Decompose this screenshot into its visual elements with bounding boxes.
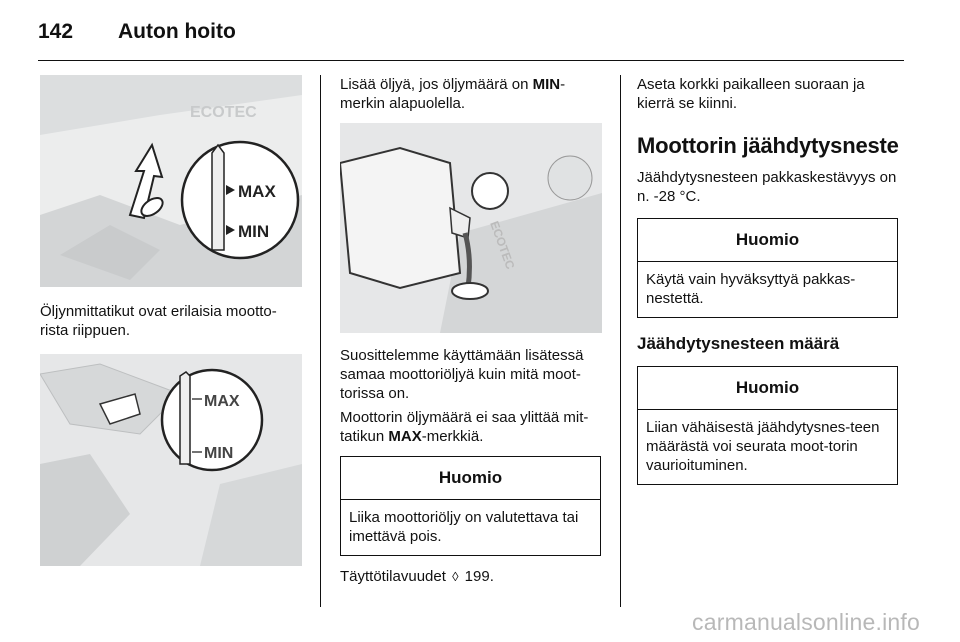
page-title: Auton hoito [118,20,236,43]
recommend-text: Suosittelemme käyttämään lisätessä samaa moottoriöljyä kuin mitä moot-torissa on. [340,347,584,402]
note-title: Huomio [638,367,897,410]
note-box-coolant-2 [637,366,898,485]
note-body: Käytä vain hyväksyttyä pakkas-nestettä. [646,271,856,307]
frost-text: Jäähdytysnesteen pakkaskestävyys on n. -28 °C. [637,169,897,205]
max-limit-text-a: Moottorin öljymäärä ei saa ylittää mit-tatikun [340,409,589,445]
max-mark: MAX [388,428,422,445]
page-number: 142 [38,20,74,43]
column-3 [637,75,899,485]
column-2 [340,75,602,586]
dipstick-figure-1 [40,75,302,287]
min-label-2: MIN [204,445,234,462]
add-oil-text-c: -merkin alapuolella. [340,76,566,112]
dipstick-illustration-2 [40,354,302,566]
watermark: carmanualsonline.info [692,609,920,635]
engine-logo-text-1: ECOTEC [190,104,257,121]
dipstick-figure-2 [40,354,302,566]
page-reference-icon: ◊ [452,569,459,584]
add-oil-text [340,75,602,113]
max-limit-text [340,408,602,446]
column-divider-left [320,75,321,607]
add-oil-text-a: Lisää öljyä, jos öljymäärä on [340,76,533,93]
max-label-1: MAX [238,182,276,201]
note-box-oil [340,456,601,556]
cap-text: Aseta korkki paikalleen suoraan ja kierrä se kiinni. [637,76,865,112]
min-label-1: MIN [238,222,270,241]
note-body: Liika moottoriöljy on valutettava tai imettävä pois. [349,509,579,545]
max-limit-text-c: -merkkiä. [421,428,484,445]
coolant-heading: Moottorin jäähdytysneste [637,133,899,158]
note-body: Liian vähäisestä jäähdytysnes-teen määrästä voi seurata moot-torin vaurioituminen. [646,419,880,474]
oil-filling-illustration [340,123,602,333]
capacities-reference [340,567,602,586]
coolant-level-heading: Jäähdytysnesteen määrä [637,334,840,353]
engine-logo-text-3: ECOTEC [487,219,518,272]
note-title: Huomio [341,457,600,500]
dipstick-text: Öljynmittatikut ovat erilaisia mootto-rista riippuen. [40,303,277,339]
max-label-2: MAX [204,393,240,410]
min-mark: MIN [532,76,561,93]
page-header [38,20,904,61]
reference-page: 199. [460,568,494,585]
note-title: Huomio [638,219,897,262]
reference-text: Täyttötilavuudet [340,568,451,585]
note-box-coolant-1 [637,218,898,318]
dipstick-illustration-1 [40,75,302,287]
oil-filling-figure [340,123,602,333]
column-divider-right [620,75,621,607]
column-1 [40,75,302,566]
